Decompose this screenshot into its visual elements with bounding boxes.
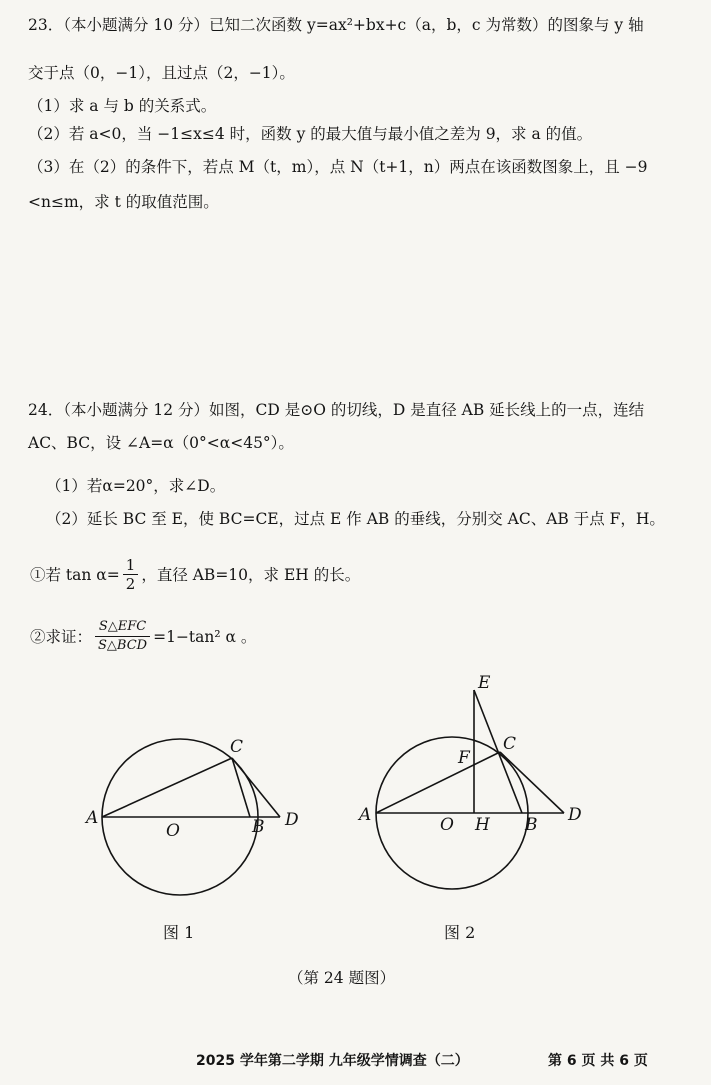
- figure-group-caption: （第 24 题图）: [288, 969, 396, 987]
- q24-part2-sub2: [30, 618, 256, 655]
- figure-1-caption: 图 1: [163, 923, 195, 942]
- q24-part2-sub1-prefix: ①若 tan α=: [30, 565, 120, 584]
- fig2-label-b: B: [525, 815, 538, 835]
- figure-1-labels: [84, 737, 299, 841]
- q24-part2: （2）延长 BC 至 E，使 BC=CE，过点 E 作 AB 的垂线，分别交 AC、AB 于点 F，H。: [46, 510, 665, 528]
- fig2-label-f: F: [458, 748, 470, 768]
- fig1-segment-bc: [232, 758, 250, 817]
- fig2-label-e: E: [478, 673, 491, 693]
- footer-page-number: 第 6 页 共 6 页: [548, 1053, 648, 1069]
- fig2-label-d: D: [568, 805, 582, 825]
- q23-part1: （1）求 a 与 b 的关系式。: [28, 97, 217, 115]
- fig1-label-c: C: [230, 737, 244, 757]
- q23-part2: （2）若 a<0，当 −1≤x≤4 时，函数 y 的最大值与最小值之差为 9，求 a 的值。: [28, 125, 593, 143]
- area-ratio-fraction: [95, 618, 150, 655]
- fig2-segment-ac: [376, 752, 500, 813]
- fig2-label-h: H: [475, 815, 490, 835]
- q23-part3-line2: <n≤m，求 t 的取值范围。: [28, 193, 219, 211]
- q24-figures: [0, 660, 711, 960]
- fig2-label-a: A: [359, 805, 372, 825]
- fig1-label-d: D: [285, 810, 299, 830]
- fig2-label-c: C: [503, 734, 517, 754]
- q24-part2-sub2-prefix: ②求证：: [30, 627, 93, 646]
- q23-part3-line1: （3）在（2）的条件下，若点 M（t，m），点 N（t+1，n）两点在该函数图象上，且 −9: [28, 158, 648, 176]
- footer-exam-title: 2025 学年第二学期 九年级学情调查（二）: [196, 1053, 469, 1069]
- fig1-segment-ac: [102, 758, 232, 817]
- q24-line2: AC、BC，设 ∠A=α（0°<α<45°）。: [28, 434, 294, 452]
- fig1-label-o: O: [166, 821, 180, 841]
- q24-part2-sub1-suffix: ，直径 AB=10，求 EH 的长。: [141, 565, 361, 584]
- fig1-tangent-cd: [232, 758, 280, 817]
- fig2-label-o: O: [440, 815, 454, 835]
- q24-part2-sub2-suffix: =1−tan² α 。: [153, 627, 257, 646]
- fraction-numerator: 1: [123, 556, 139, 575]
- figure-2: [376, 690, 564, 889]
- figure-2-labels: [357, 673, 582, 835]
- q24-part1: （1）若α=20°，求∠D。: [46, 477, 226, 495]
- fig1-label-a: A: [86, 808, 99, 828]
- q24-part2-sub1: [30, 556, 360, 593]
- q24-title: 24．（本小题满分 12 分）如图，CD 是⊙O 的切线，D 是直径 AB 延长线上的一点，连结: [28, 401, 645, 419]
- figure-2-caption: 图 2: [444, 923, 476, 942]
- fraction-one-half: [123, 556, 139, 593]
- q23-line2: 交于点（0，−1），且过点（2，−1）。: [28, 64, 295, 82]
- q23-title: 23．（本小题满分 10 分）已知二次函数 y=ax²+bx+c（a，b，c 为常数）的图象与 y 轴: [28, 16, 644, 34]
- fig1-label-b: B: [252, 817, 265, 837]
- area-ratio-denominator: S△BCD: [98, 638, 148, 653]
- area-ratio-numerator: S△EFC: [95, 618, 150, 637]
- fraction-denominator: 2: [125, 575, 136, 593]
